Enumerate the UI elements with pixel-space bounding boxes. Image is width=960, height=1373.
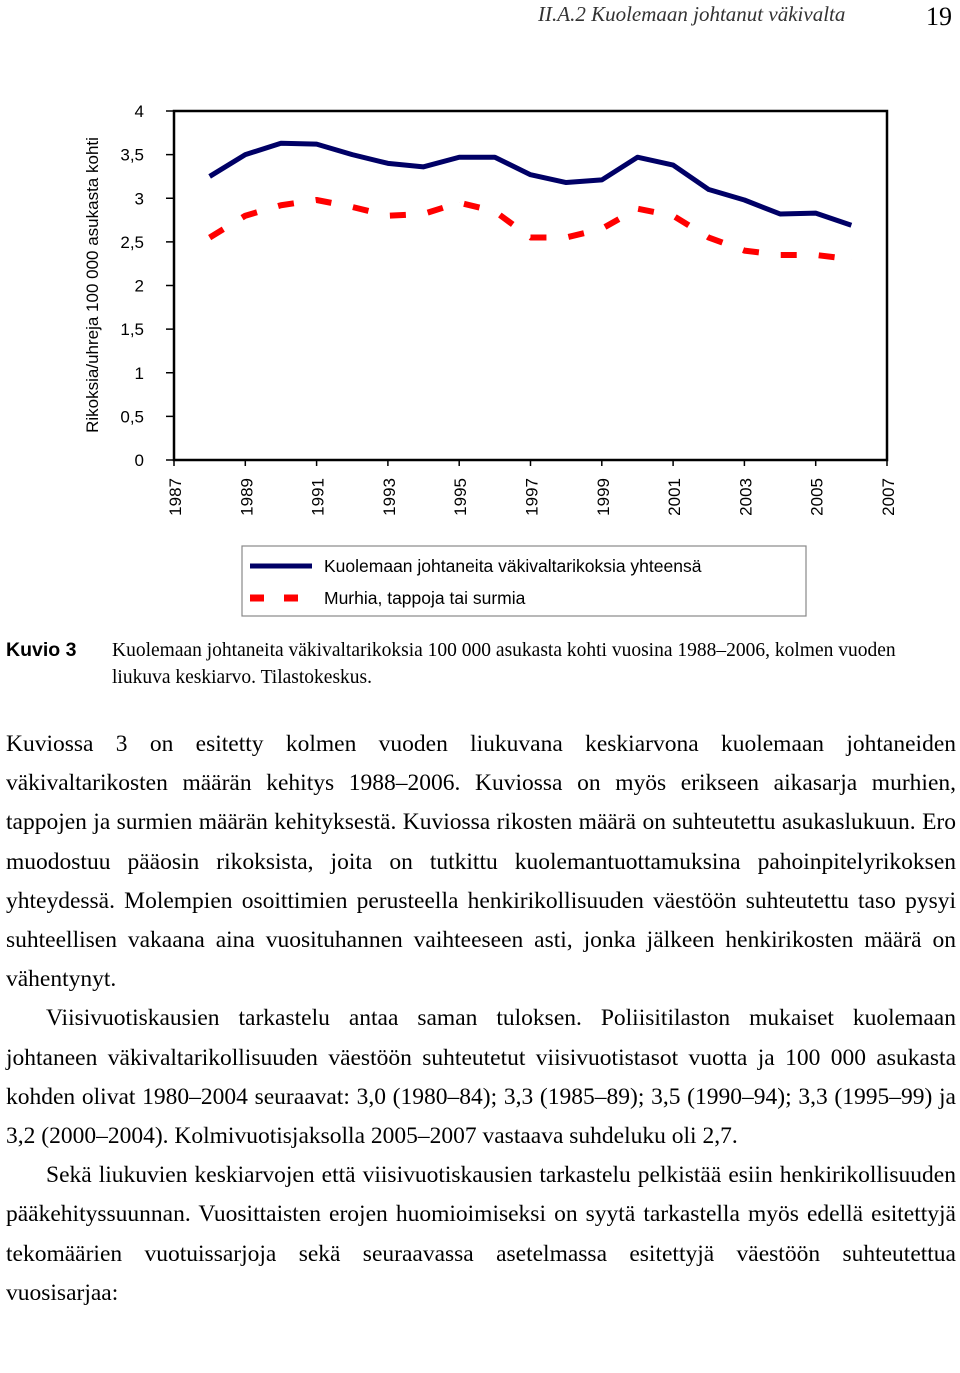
series-line-2	[210, 200, 852, 259]
page-number: 19	[926, 2, 952, 31]
y-tick-label: 0,5	[120, 407, 144, 427]
x-tick-label: 2007	[879, 478, 898, 516]
series-line-1	[210, 143, 852, 225]
legend-label-2: Murhia, tappoja tai surmia	[324, 588, 526, 608]
x-tick-label: 2001	[665, 478, 685, 516]
legend-label-1: Kuolemaan johtaneita väkivaltarikoksia yhteensä	[324, 556, 702, 576]
y-tick-label: 3,5	[120, 145, 144, 165]
y-tick-label: 3	[134, 189, 144, 209]
x-tick-label: 2003	[736, 478, 756, 516]
line-chart-figure	[0, 85, 960, 625]
x-tick-label: 1987	[166, 478, 185, 516]
line-chart	[0, 85, 960, 625]
body-text	[6, 725, 956, 1313]
x-tick-label: 1997	[522, 478, 542, 516]
y-axis-label: Rikoksia/uhreja 100 000 asukasta kohti	[83, 137, 102, 433]
x-tick-label: 1999	[593, 478, 613, 516]
running-header-title: II.A.2 Kuolemaan johtanut väkivalta	[538, 2, 846, 26]
caption-label: Kuvio 3	[6, 639, 77, 661]
figure-caption	[6, 637, 946, 691]
y-tick-label: 2	[134, 276, 144, 296]
x-tick-label: 1993	[379, 478, 399, 516]
y-tick-label: 0	[134, 451, 144, 470]
x-tick-label: 1989	[237, 478, 257, 516]
x-tick-label: 2005	[807, 478, 827, 516]
paragraph-3: Sekä liukuvien keskiarvojen että viisivuotiskausien tarkastelu pelkistää esiin henkirikollisuuden pääkehityssuunnan. Vuosittaisten erojen huomioimiseksi on syytä tarkastella myös edellä esitettyjä tekomäärien vuotuissarjoja sekä seuraavassa asetelmassa esitettyjä väestöön suhteutettua vuosisarjaa:	[6, 1162, 956, 1306]
x-tick-label: 1991	[308, 478, 328, 516]
x-tick-label: 1995	[451, 478, 471, 516]
caption-text: Kuolemaan johtaneita väkivaltarikoksia 100 000 asukasta kohti vuosina 1988–2006, kolmen vuoden liukuva keskiarvo. Tilastokeskus.	[112, 640, 896, 688]
paragraph-1: Kuviossa 3 on esitetty kolmen vuoden liukuvana keskiarvona kuolemaan johtaneiden väkivaltarikosten määrän kehitys 1988–2006. Kuviossa on myös erikseen aikasarja murhien, tappojen ja surmien määrän kehityksestä. Kuviossa rikosten määrä on suhteutettu asukaslukuun. Ero muodostuu pääosin rikoksista, joita on tutkittu kuolemantuottamuksina pahoinpitelyrikoksen yhteydessä. Molempien osoittimien perusteella henkirikollisuuden väestöön suhteutettu taso pysyi suhteellisen vakaana aina vuosituhannen vaihteeseen asti, jonka jälkeen henkirikosten määrä on vähentynyt.	[6, 731, 956, 993]
y-tick-label: 1,5	[120, 320, 144, 340]
plot-frame	[174, 111, 887, 460]
y-tick-label: 2,5	[120, 232, 144, 252]
y-tick-label: 1	[134, 363, 144, 383]
y-tick-label: 4	[134, 102, 144, 121]
paragraph-2: Viisivuotiskausien tarkastelu antaa saman tuloksen. Poliisitilaston mukaiset kuolemaan johtaneen väkivaltarikollisuuden väestöön suhteutetut viisivuotistasot vuotta ja 100 000 asukasta kohden olivat 1980–2004 seuraavat: 3,0 (1980–84); 3,3 (1985–89); 3,5 (1990–94); 3,3 (1995–99) ja 3,2 (2000–2004). Kolmivuotisjaksolla 2005–2007 vastaava suhdeluku oli 2,7.	[6, 1005, 956, 1150]
